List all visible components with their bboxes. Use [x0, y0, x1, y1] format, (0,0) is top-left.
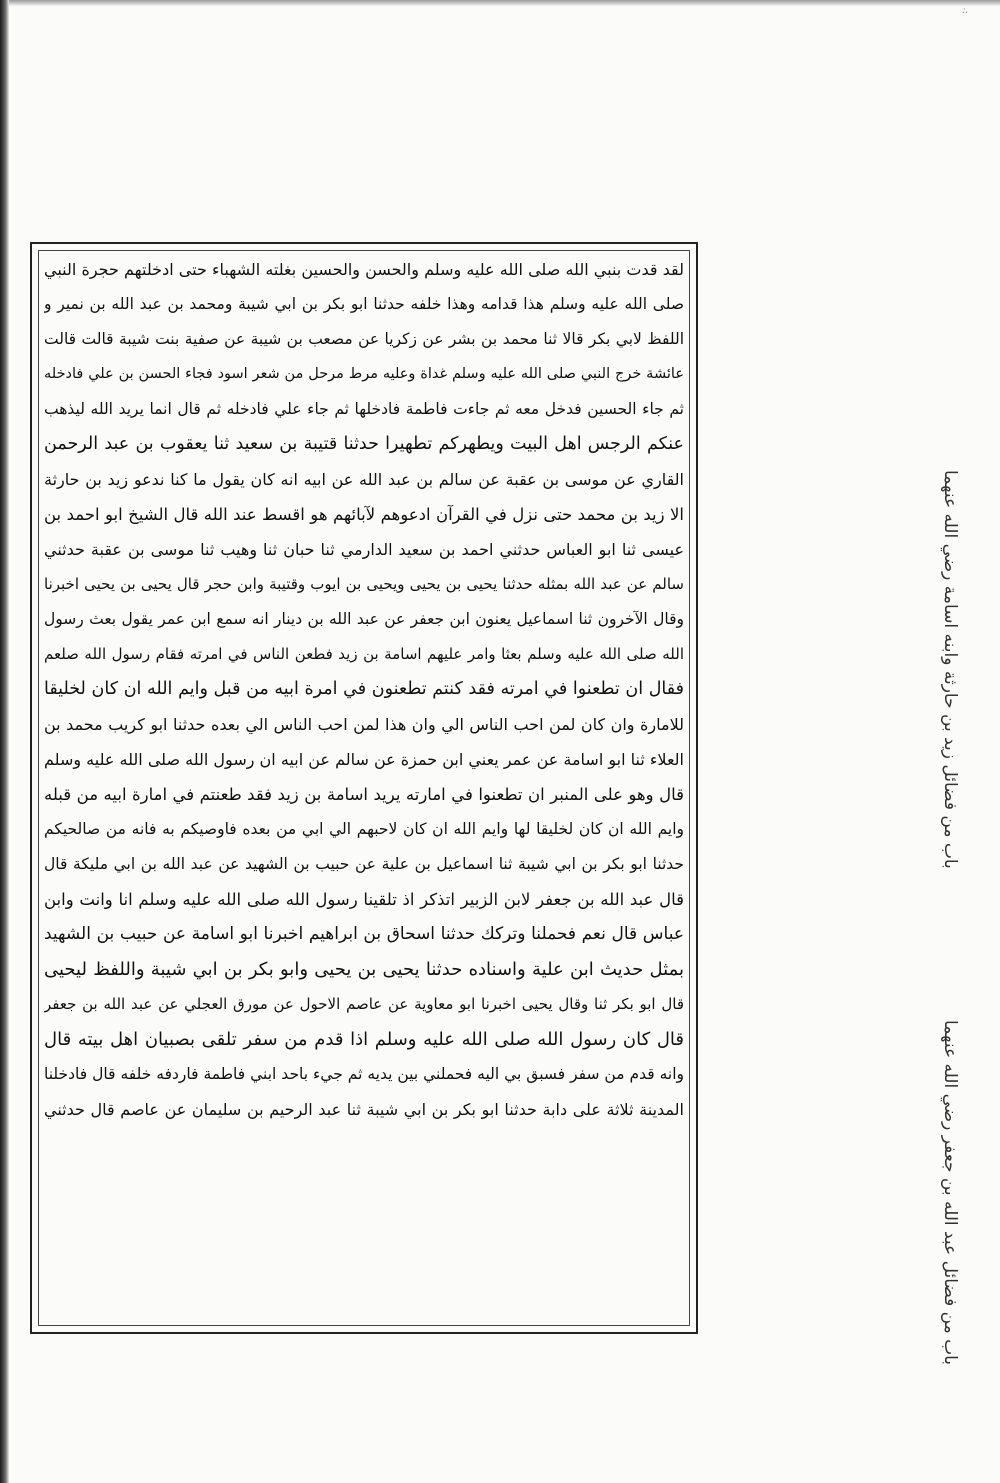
- manuscript-line: وانه قدم من سفر فسبق بي اليه فحملني بين يديه ثم جيء باحد ابني فاطمة فاردفه خلفه قال فادخلنا: [44, 1065, 684, 1083]
- manuscript-line: عباس قال نعم فحملنا وتركك حدثنا اسحاق بن ابراهيم اخبرنا ابو اسامة عن حبيب بن الشهيد: [44, 924, 684, 944]
- manuscript-line: الا زيد بن محمد حتى نزل في القرآن ادعوهم لآبائهم هو اقسط عند الله قال الشيخ ابو احمد بن: [44, 505, 684, 524]
- manuscript-line: قال وهو على المنبر ان تطعنوا في امارته يريد اسامة بن زيد فقد طعنتم في امارة ابيه من قبله: [44, 785, 684, 804]
- manuscript-line: بمثل حديث ابن علية واسناده حدثنا يحيى بن يحيى وابو بكر بن ابي شيبة واللفظ ليحيى: [44, 959, 684, 980]
- manuscript-line: المدينة ثلاثة على دابة حدثنا ابو بكر بن ابي شيبة ثنا عبد الرحيم بن سليمان عن عاصم قال حدثني: [44, 1100, 684, 1119]
- manuscript-line: فقال ان تطعنوا في امرته فقد كنتم تطعنون في امرة ابيه من قبل وايم الله ان كان لخليقا: [44, 679, 684, 699]
- manuscript-line: قال عبد الله بن جعفر لابن الزبير اتذكر اذ تلقينا رسول الله صلى الله عليه وسلم انا وانت وابن: [44, 890, 684, 909]
- manuscript-line: قال ابو بكر ثنا وقال يحيى اخبرنا ابو معاوية عن عاصم الاحول عن مورق العجلي عن عبد الله بن جعفر: [44, 995, 684, 1013]
- manuscript-line: صلى الله عليه وسلم هذا قدامه وهذا خلفه حدثنا ابو بكر بن ابي شيبة ومحمد بن عبد الله بن نمير و: [44, 295, 684, 313]
- manuscript-line: وقال الآخرون ثنا اسماعيل يعنون ابن جعفر عن عبد الله بن دينار انه سمع ابن عمر يقول بعث رسول: [44, 610, 684, 628]
- manuscript-line: القاري عن موسى بن عقبة عن سالم بن عبد الله عن ابيه انه كان يقول ما كنا ندعو زيد بن حارثة: [44, 470, 684, 489]
- manuscript-line: سالم عن عبد الله بمثله حدثنا يحيى بن يحيى ويحيى بن ايوب وقتيبة وابن حجر قال يحيى بن يحيى اخبرنا: [44, 575, 684, 593]
- page-binding-edge: [0, 0, 9, 1483]
- manuscript-line: العلاء ثنا ابو اسامة عن عمر يعني ابن حمزة عن سالم عن ابيه ان رسول الله صلى الله عليه وسلم: [44, 750, 684, 769]
- manuscript-line: عائشة خرج النبي صلى الله عليه وسلم غداة وعليه مرط مرحل من شعر اسود فجاء الحسن بن علي فادخله: [44, 366, 684, 382]
- manuscript-line: لقد قدت بنبي الله صلى الله عليه وسلم والحسن والحسين بغلته الشهباء حتى ادخلتهم حجرة النبي: [44, 260, 684, 279]
- manuscript-line: اللفظ لابي بكر قالا ثنا محمد بن بشر عن زكريا عن مصعب بن شيبة عن صفية بنت شيبة قالت قالت: [44, 330, 684, 348]
- manuscript-line: قال كان رسول الله صلى الله عليه وسلم اذا قدم من سفر تلقى بصبيان اهل بيته قال: [44, 1029, 684, 1050]
- margin-chapter-heading-abdullah: باب من فضائل عبد الله بن جعفر رضي الله عنهما: [940, 1020, 960, 1366]
- page-top-edge: [0, 0, 1000, 6]
- manuscript-line: ثم جاء الحسين فدخل معه ثم جاءت فاطمة فادخلها ثم جاء علي فادخله ثم قال انما يريد الله ليذهب: [44, 400, 684, 418]
- manuscript-line: عيسى ثنا ابو العباس حدثني احمد بن سعيد الدارمي ثنا حبان ثنا وهيب ثنا موسى بن عقبة حدثني: [44, 540, 684, 559]
- manuscript-line: الله صلى الله عليه وسلم بعثا وامر عليهم اسامة بن زيد فطعن الناس في امرته فقام رسول الله صلعم: [44, 645, 684, 663]
- manuscript-text-block: [44, 252, 684, 1320]
- corner-speck: ·͘·: [961, 8, 968, 19]
- manuscript-line: وايم الله ان كان لخليقا لها وايم الله ان كان لاحبهم الي ابي من بعده فاوصيكم به فانه من صالحيكم: [44, 820, 684, 838]
- margin-chapter-heading-zayd: باب من فضائل زيد بن حارثة وابنه اسامة رضي الله عنهما: [940, 470, 960, 869]
- manuscript-line: عنكم الرجس اهل البيت ويطهركم تطهيرا حدثنا قتيبة بن سعيد ثنا يعقوب بن عبد الرحمن: [44, 434, 684, 454]
- manuscript-line: للامارة وان كان لمن احب الناس الي وان هذا لمن احب الناس الي بعده حدثنا ابو كريب محمد بن: [44, 715, 684, 734]
- manuscript-line: حدثنا ابو بكر بن ابي شيبة ثنا اسماعيل بن علية عن حبيب بن الشهيد عن عبد الله بن ابي مليكة قال: [44, 855, 684, 873]
